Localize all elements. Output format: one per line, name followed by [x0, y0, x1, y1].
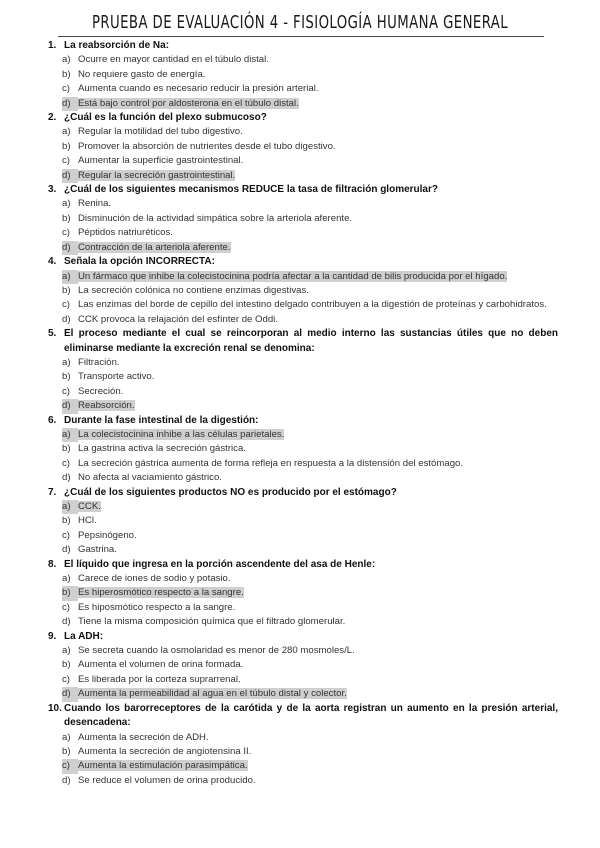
option-text: Es liberada por la corteza suprarrenal.	[78, 673, 241, 685]
option-letter: d)	[48, 241, 78, 255]
option-letter: d)	[62, 472, 71, 484]
option-letter: b)	[62, 140, 71, 152]
answer-option	[48, 313, 558, 327]
option-text: Las enzimas del borde de cepillo del intestino delgado contribuyen a la digestión de proteínas y carbohidratos.	[78, 299, 547, 311]
option-text-wrap	[78, 270, 558, 284]
option-letter: a)	[62, 645, 71, 657]
option-letter: b)	[62, 443, 71, 455]
option-text: No afecta al vaciamiento gástrico.	[78, 472, 222, 484]
option-letter: a)	[62, 54, 71, 66]
option-text: La colecistocinina inhibe a las células parietales.	[78, 428, 285, 440]
answer-option	[48, 514, 558, 528]
option-text: Aumenta el volumen de orina formada.	[78, 659, 244, 671]
answer-option-highlighted	[48, 500, 558, 514]
option-text-wrap	[78, 241, 558, 255]
option-text: La secreción colónica no contiene enzimas digestivas.	[78, 284, 309, 296]
option-text-wrap	[78, 169, 558, 183]
page-title: PRUEBA DE EVALUACIÓN 4 - FISIOLOGÍA HUMANA GENERAL	[91, 12, 509, 33]
option-text: La secreción gástrica aumenta de forma refleja en respuesta a la distensión del estómago.	[78, 457, 464, 469]
answer-option	[48, 385, 558, 399]
option-text-wrap	[78, 658, 558, 672]
option-text-wrap	[78, 543, 558, 557]
option-text-wrap	[78, 313, 558, 327]
option-letter: b)	[48, 586, 78, 600]
option-text: Reabsorción.	[78, 400, 135, 412]
option-text: Disminución de la actividad simpática sobre la arteriola aferente.	[78, 212, 353, 224]
question-1	[48, 39, 558, 111]
option-text: Aumentar la superficie gastrointestinal.	[78, 155, 244, 167]
option-text: Filtración.	[78, 356, 120, 368]
question-text: Durante la fase intestinal de la digestión:	[64, 414, 259, 426]
option-text: CCK.	[78, 501, 101, 512]
option-letter: a)	[48, 500, 78, 514]
option-text: La gastrina activa la secreción gástrica.	[78, 443, 246, 455]
question-heading	[48, 630, 558, 644]
option-letter: b)	[62, 371, 71, 383]
option-letter: b)	[62, 515, 71, 527]
question-heading	[48, 486, 558, 500]
option-text: Se reduce el volumen de orina producido.	[78, 774, 256, 786]
question-number: 4.	[48, 256, 57, 268]
option-text-wrap	[78, 471, 558, 485]
question-list	[48, 39, 558, 788]
question-text: ¿Cuál de los siguientes mecanismos REDUCE la tasa de filtración glomerular?	[64, 184, 438, 196]
question-number: 9.	[48, 630, 57, 642]
option-text: Transporte activo.	[78, 371, 155, 383]
question-text: La reabsorción de Na:	[64, 40, 170, 51]
option-text: Péptidos natriuréticos.	[78, 227, 173, 239]
question-number: 10.	[48, 702, 62, 714]
answer-option-highlighted	[48, 399, 558, 413]
question-4	[48, 255, 558, 327]
answer-option	[48, 226, 558, 240]
answer-option	[48, 529, 558, 543]
question-heading	[48, 183, 558, 197]
answer-option	[48, 471, 558, 485]
answer-option-highlighted	[48, 586, 558, 600]
option-letter: a)	[62, 573, 71, 585]
option-text-wrap	[78, 298, 558, 312]
answer-option	[48, 644, 558, 658]
answer-option	[48, 68, 558, 82]
option-text-wrap	[78, 370, 558, 384]
option-text-wrap	[78, 212, 558, 226]
question-heading	[48, 255, 558, 269]
option-text: Renina.	[78, 198, 112, 210]
answer-option	[48, 774, 558, 788]
question-10	[48, 702, 558, 788]
option-letter: d)	[62, 774, 71, 786]
option-text-wrap	[78, 197, 558, 211]
option-letter: c)	[48, 759, 78, 773]
option-text: Pepsinógeno.	[78, 529, 137, 541]
option-letter: d)	[62, 616, 71, 628]
answer-option-highlighted	[48, 97, 558, 111]
answer-option-highlighted	[48, 241, 558, 255]
question-text: El líquido que ingresa en la porción ascendente del asa de Henle:	[64, 558, 376, 570]
option-text-wrap	[78, 572, 558, 586]
option-letter: d)	[62, 544, 71, 556]
title-underline	[58, 36, 544, 37]
option-text-wrap	[78, 385, 558, 399]
option-letter: c)	[62, 529, 70, 541]
option-text: Secreción.	[78, 385, 124, 397]
question-5	[48, 327, 558, 413]
question-text: El proceso mediante el cual se reincorporan al medio interno las sustancias útiles que no deben eliminarse mediante la excreción renal se denomina:	[64, 328, 558, 354]
question-number: 2.	[48, 112, 57, 124]
option-letter: d)	[48, 687, 78, 701]
option-letter: a)	[62, 356, 71, 368]
answer-option	[48, 745, 558, 759]
option-letter: a)	[62, 731, 71, 743]
option-letter: b)	[62, 284, 71, 296]
option-text-wrap	[78, 140, 558, 154]
option-letter: d)	[48, 169, 78, 183]
option-text: CCK provoca la relajación del esfínter de Oddi.	[78, 313, 278, 325]
option-text-wrap	[78, 774, 558, 788]
question-heading	[48, 414, 558, 428]
option-letter: b)	[62, 659, 71, 671]
question-heading	[48, 39, 558, 53]
option-text: Contracción de la arteriola aferente.	[78, 241, 231, 253]
option-text: Es hiperosmótico respecto a la sangre.	[78, 587, 244, 599]
option-text: Regular la secreción gastrointestinal.	[78, 169, 236, 181]
option-text: Se secreta cuando la osmolaridad es menor de 280 mosmoles/L.	[78, 645, 355, 657]
option-letter: d)	[62, 313, 71, 325]
option-letter: b)	[62, 212, 71, 224]
option-text: Aumenta la secreción de ADH.	[78, 731, 209, 743]
question-heading	[48, 558, 558, 572]
question-text: ¿Cuál es la función del plexo submucoso?	[64, 112, 267, 124]
option-text: Ocurre en mayor cantidad en el túbulo distal.	[78, 54, 269, 66]
option-letter: d)	[48, 97, 78, 111]
answer-option-highlighted	[48, 169, 558, 183]
answer-option-highlighted	[48, 428, 558, 442]
option-text: Regular la motilidad del tubo digestivo.	[78, 126, 243, 138]
option-text-wrap	[78, 615, 558, 629]
question-heading	[48, 327, 558, 356]
option-text: Está bajo control por aldosterona en el túbulo distal.	[78, 97, 299, 109]
option-letter: c)	[62, 227, 70, 239]
question-heading	[48, 702, 558, 731]
option-letter: c)	[62, 457, 70, 469]
question-number: 7.	[48, 486, 57, 498]
question-6	[48, 414, 558, 486]
option-text-wrap	[78, 514, 558, 528]
option-letter: c)	[62, 673, 70, 685]
option-letter: c)	[62, 601, 70, 613]
question-number: 3.	[48, 184, 57, 196]
option-text: Aumenta cuando es necesario reducir la presión arterial.	[78, 83, 319, 95]
option-text: Aumenta la estimulación parasimpática.	[78, 760, 248, 772]
answer-option	[48, 154, 558, 168]
option-letter: c)	[62, 155, 70, 167]
option-text: Un fármaco que inhibe la colecistocinina podría afectar a la cantidad de bilis producida por el hígado.	[78, 270, 508, 282]
option-letter: b)	[62, 68, 71, 80]
option-text-wrap	[78, 428, 558, 442]
option-text-wrap	[78, 399, 558, 413]
answer-option	[48, 731, 558, 745]
option-text-wrap	[78, 356, 558, 370]
answer-option-highlighted	[48, 687, 558, 701]
question-number: 5.	[48, 328, 57, 340]
question-text: Cuando los barorreceptores de la carótida y de la aorta registran un aumento en la presión arterial, desencadena:	[64, 702, 558, 729]
option-text-wrap	[78, 97, 558, 111]
option-text-wrap	[78, 759, 558, 773]
question-3	[48, 183, 558, 255]
answer-option-highlighted	[48, 270, 558, 284]
answer-option	[48, 601, 558, 615]
option-letter: b)	[62, 745, 71, 757]
answer-option	[48, 658, 558, 672]
option-letter: a)	[62, 126, 71, 138]
option-text-wrap	[78, 586, 558, 600]
option-text-wrap	[78, 644, 558, 658]
option-text: Tiene la misma composición química que el filtrado glomerular.	[78, 616, 346, 628]
answer-option	[48, 543, 558, 557]
option-text: No requiere gasto de energía.	[78, 68, 206, 80]
answer-option-highlighted	[48, 759, 558, 773]
question-7	[48, 486, 558, 558]
question-2	[48, 111, 558, 183]
question-number: 6.	[48, 414, 57, 426]
answer-option	[48, 370, 558, 384]
answer-option	[48, 457, 558, 471]
question-8	[48, 558, 558, 630]
question-text: La ADH:	[64, 630, 104, 642]
answer-option	[48, 572, 558, 586]
answer-option	[48, 197, 558, 211]
answer-option	[48, 140, 558, 154]
option-letter: c)	[62, 299, 70, 311]
question-text: Señala la opción INCORRECTA:	[64, 256, 215, 268]
option-text-wrap	[78, 673, 558, 687]
answer-option	[48, 125, 558, 139]
option-text-wrap	[78, 125, 558, 139]
option-text-wrap	[78, 68, 558, 82]
answer-option	[48, 673, 558, 687]
option-text-wrap	[78, 457, 558, 471]
option-text: Carece de iones de sodio y potasio.	[78, 573, 231, 585]
answer-option	[48, 298, 558, 312]
option-text-wrap	[78, 284, 558, 298]
option-text: Promover la absorción de nutrientes desde el tubo digestivo.	[78, 140, 336, 152]
question-number: 1.	[48, 40, 57, 51]
option-letter: a)	[48, 428, 78, 442]
answer-option	[48, 356, 558, 370]
answer-option	[48, 442, 558, 456]
question-text: ¿Cuál de los siguientes productos NO es producido por el estómago?	[64, 486, 397, 498]
option-text-wrap	[78, 687, 558, 701]
option-text-wrap	[78, 154, 558, 168]
question-number: 8.	[48, 558, 57, 570]
option-letter: a)	[48, 270, 78, 284]
option-text-wrap	[78, 745, 558, 759]
option-text-wrap	[78, 226, 558, 240]
question-heading	[48, 111, 558, 125]
option-text-wrap	[78, 500, 558, 514]
option-text: HCl.	[78, 515, 97, 527]
answer-option	[48, 53, 558, 67]
answer-option	[48, 212, 558, 226]
option-letter: c)	[62, 385, 70, 397]
option-text: Aumenta la permeabilidad al agua en el túbulo distal y colector.	[78, 688, 347, 700]
question-9	[48, 630, 558, 702]
option-text-wrap	[78, 82, 558, 96]
option-letter: a)	[62, 198, 71, 210]
answer-option	[48, 284, 558, 298]
answer-option	[48, 615, 558, 629]
option-text-wrap	[78, 53, 558, 67]
option-text-wrap	[78, 442, 558, 456]
option-letter: d)	[48, 399, 78, 413]
option-text: Es hiposmótico respecto a la sangre.	[78, 601, 236, 613]
answer-option	[48, 82, 558, 96]
option-text-wrap	[78, 731, 558, 745]
option-text-wrap	[78, 601, 558, 615]
option-text: Gastrina.	[78, 544, 117, 556]
option-letter: c)	[62, 83, 70, 95]
option-text-wrap	[78, 529, 558, 543]
option-text: Aumenta la secreción de angiotensina II.	[78, 745, 252, 757]
